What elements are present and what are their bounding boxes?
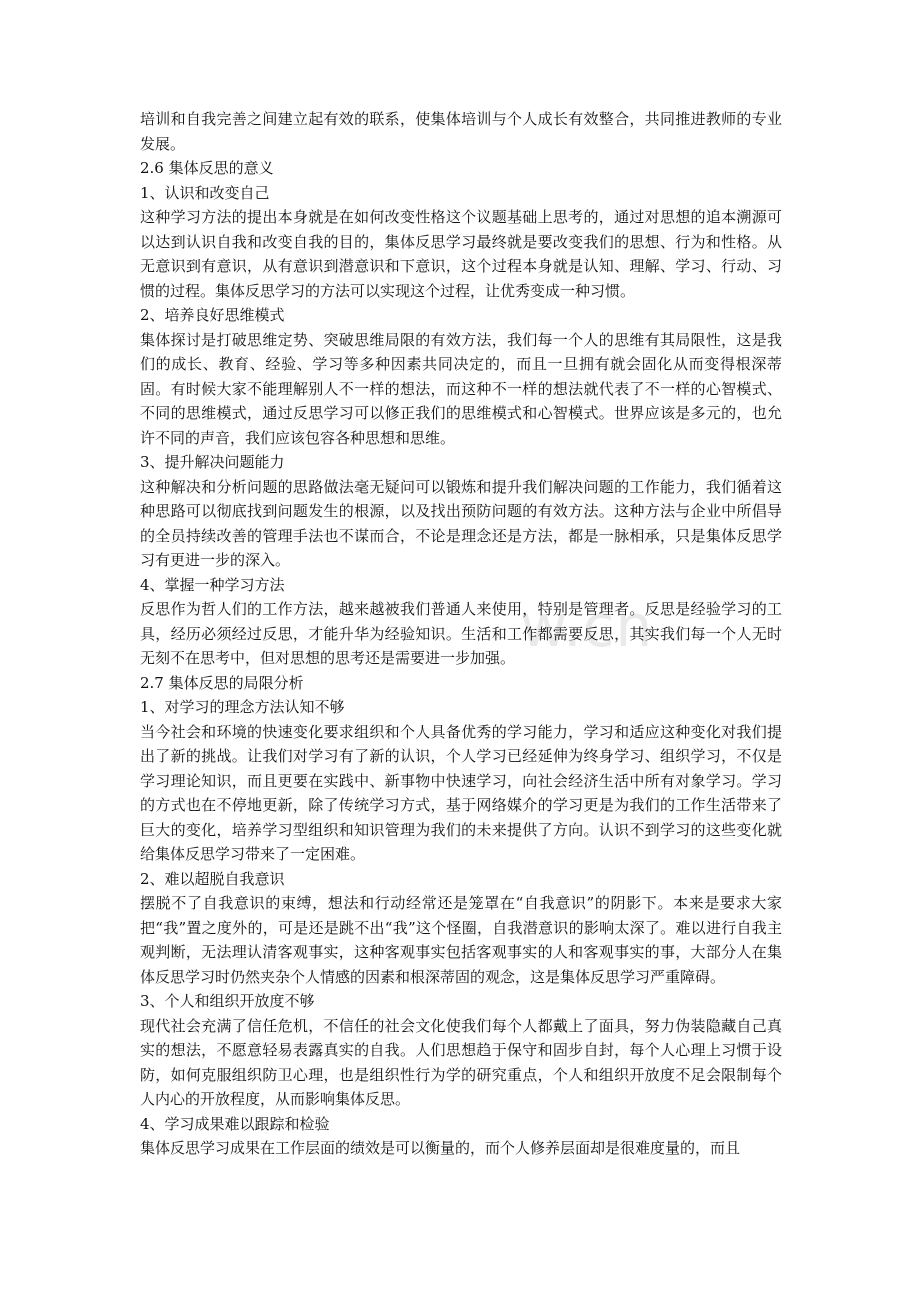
- subheading-8: 4、学习成果难以跟踪和检验: [140, 1114, 330, 1133]
- subheading-1: 1、认识和改变自己: [140, 183, 270, 202]
- paragraph-2: 集体探讨是打破思维定势、突破思维局限的有效方法，我们每一个人的思维有其局限性，这是我们的成长、教育、经验、学习等多种因素共同决定的，而且一旦拥有就会固化从而变得根深蒂固。有时候大家不能理解别人不一样的想法，而这种不一样的想法就代表了不一样的心智模式、不同的思维模式，通过反思学习可以修正我们的思维模式和心智模式。世界应该是多元的，也允许不同的声音，我们应该包容各种思想和思维。: [140, 330, 782, 447]
- paragraph-6: 摆脱不了自我意识的束缚，想法和行动经常还是笼罩在“自我意识”的阴影下。本来是要求大家把“我”置之度外的，可是还是跳不出“我”这个怪圈，自我潜意识的影响太深了。难以进行自我主观判断，无法理认清客观事实，这种客观事实包括客观事实的人和客观事实的事，大部分人在集体反思学习时仍然夹杂个人情感的因素和根深蒂固的观念，这是集体反思学习严重障碍。: [140, 894, 782, 986]
- subheading-6: 2、难以超脱自我意识: [140, 869, 285, 888]
- paragraph-7: 现代社会充满了信任危机，不信任的社会文化使我们每个人都戴上了面具，努力伪装隐藏自己真实的想法，不愿意轻易表露真实的自我。人们思想趋于保守和固步自封，每个人心理上习惯于设防，如何克服组织防卫心理，也是组织性行为学的研究重点，个人和组织开放度不足会限制每个人内心的开放程度，从而影响集体反思。: [140, 1016, 782, 1108]
- paragraph-5: 当今社会和环境的快速变化要求组织和个人具备优秀的学习能力，学习和适应这种变化对我们提出了新的挑战。让我们对学习有了新的认识，个人学习已经延伸为终身学习、组织学习，不仅是学习理论知识，而且更要在实践中、新事物中快速学习，向社会经济生活中所有对象学习。学习的方式也在不停地更新，除了传统学习方式，基于网络媒介的学习更是为我们的工作生活带来了巨大的变化，培养学习型组织和知识管理为我们的未来提供了方向。认识不到学习的这些变化就给集体反思学习带来了一定困难。: [140, 722, 782, 863]
- paragraph-3: 这种解决和分析问题的思路做法毫无疑问可以锻炼和提升我们解决问题的工作能力，我们循着这种思路可以彻底找到问题发生的根源，以及找出预防问题的有效方法。这种方法与企业中所倡导的全员持续改善的管理手法也不谋而合，不论是理念还是方法，都是一脉相承，只是集体反思学习有更进一步的深入。: [140, 477, 782, 569]
- subheading-5: 1、对学习的理念方法认知不够: [140, 698, 345, 716]
- paragraph-1: 这种学习方法的提出本身就是在如何改变性格这个议题基础上思考的，通过对思想的追本溯源可以达到认识自我和改变自我的目的，集体反思学习最终就是要改变我们的思想、行为和性格。从无意识到有意识，从有意识到潜意识和下意识，这个过程本身就是认知、理解、学习、行动、习惯的过程。集体反思学习的方法可以实现这个过程，让优秀变成一种习惯。: [140, 208, 782, 300]
- subheading-2: 2、培养良好思维模式: [140, 306, 285, 324]
- section-heading-2-7: 2.7 集体反思的局限分析: [140, 673, 304, 692]
- paragraph-4: 反思作为哲人们的工作方法，越来越被我们普通人来使用，特别是管理者。反思是经验学习的工具，经历必须经过反思，才能升华为经验知识。生活和工作都需要反思，其实我们每一个人无时无刻不在思考中，但对思想的思考还是需要进一步加强。: [140, 600, 782, 667]
- paragraph-8: 集体反思学习成果在工作层面的绩效是可以衡量的，而个人修养层面却是很难度量的，而且: [140, 1139, 741, 1157]
- paragraph-intro: 培训和自我完善之间建立起有效的联系，使集体培训与个人成长有效整合，共同推进教师的专业发展。: [140, 110, 782, 153]
- subheading-3: 3、提升解决问题能力: [140, 453, 285, 471]
- watermark: w.cn: [520, 592, 654, 660]
- section-heading-2-6: 2.6 集体反思的意义: [140, 159, 274, 177]
- document-body: [140, 107, 782, 1161]
- subheading-4: 4、掌握一种学习方法: [140, 575, 285, 594]
- subheading-7: 3、个人和组织开放度不够: [140, 992, 315, 1010]
